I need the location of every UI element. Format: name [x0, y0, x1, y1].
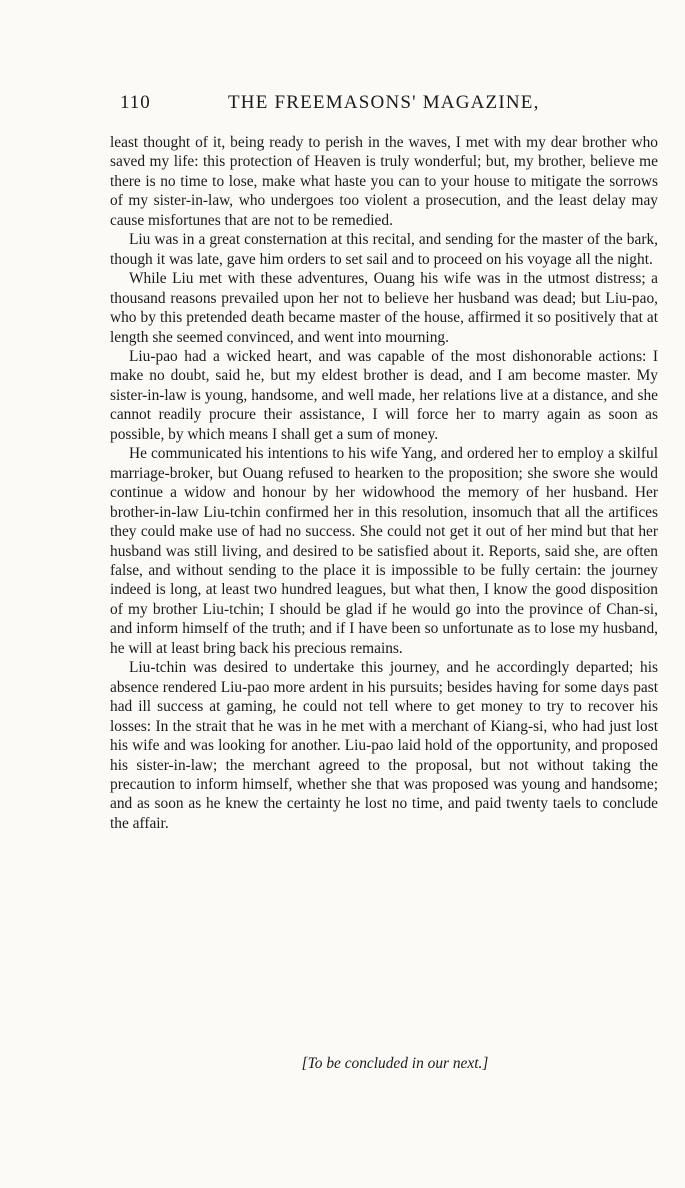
article-body [110, 133, 658, 833]
page-header [120, 92, 665, 122]
continuation-note: [To be concluded in our next.] [301, 1055, 489, 1072]
paragraph: Liu-pao had a wicked heart, and was capable of the most dishonorable actions: I make no doubt, said he, but my eldest brother is dead, and I am become master. My sister-in-law is young, handsome, and well made, her relations live at a distance, and she cannot readily procure their assistance, I will force her to marry again as soon as possible, by which means I shall get a sum of money. [110, 347, 658, 443]
paragraph: Liu was in a great consternation at this recital, and sending for the master of the bark, though it was late, gave him orders to set sail and to proceed on his voyage all the night. [110, 231, 658, 268]
running-title: THE FREEMASONS' MAGAZINE, [228, 92, 540, 113]
paragraph: He communicated his intentions to his wife Yang, and ordered her to employ a skilful marriage-broker, but Ouang refused to hearken to the proposition; she swore she would continue a widow and honour by her widowhood the memory of her husband. Her brother-in-law Liu-tchin confirmed her in this resolution, insomuch that all the artifices they could make use of had no success. She could not get it out of her mind but that her husband was still living, and desired to be satisfied about it. Reports, said she, are often false, and without sending to the place it is impossible to be fully certain: the journey indeed is long, at least two hundred leagues, but what then, I know the good disposition of my brother Liu-tchin; I should be glad if he would go into the province of Chan-si, and inform himself of the truth; and if I have been so unfortunate as to lose my husband, he will at least bring back his precious remains. [110, 445, 658, 657]
paragraph: Liu-tchin was desired to undertake this journey, and he accordingly departed; his absence rendered Liu-pao more ardent in his pursuits; besides having for some days past had ill success at gaming, he could not tell where to get money to try to recover his losses: In the strait that he was in he met with a merchant of Kiang-si, who had just lost his wife and was looking for another. Liu-pao laid hold of the opportunity, and proposed his sister-in-law; the merchant agreed to the proposal, but not without taking the precaution to inform himself, whether she that was proposed was young and handsome; and as soon as he knew the certainty he lost no time, and paid twenty taels to conclude the affair. [110, 659, 658, 832]
page-number: 110 [120, 92, 151, 113]
paragraph: While Liu met with these adventures, Ouang his wife was in the utmost distress; a thousand reasons prevailed upon her not to believe her husband was dead; but Liu-pao, who by this pretended death became master of the house, affirmed it so positively that at length she seemed convinced, and went into mourning. [110, 270, 658, 346]
paragraph: least thought of it, being ready to perish in the waves, I met with my dear brother who saved my life: this protection of Heaven is truly wonderful; but, my brother, believe me there is no time to lose, make what haste you can to your house to mitigate the sorrows of my sister-in-law, who undergoes too violent a prosecution, and the least delay may cause misfortunes that are not to be remedied. [110, 134, 658, 229]
continuation-note-line [0, 1055, 685, 1073]
